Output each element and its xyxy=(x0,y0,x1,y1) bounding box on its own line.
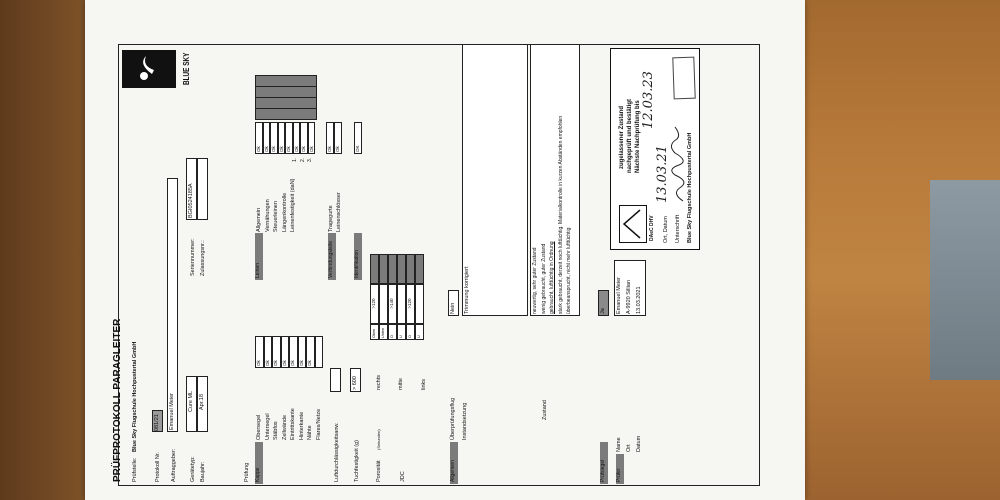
porositaet-jdc-cell xyxy=(379,254,388,284)
stamp-ort-datum: Ort, Datum xyxy=(663,216,669,243)
dhv-logo xyxy=(619,205,647,243)
zulassung-label: Zulassungsnr.: xyxy=(200,240,206,276)
leinen-status: Ok xyxy=(263,122,271,154)
verbindung-status-1: Ok xyxy=(326,122,334,154)
porositaet-jdc-cell xyxy=(415,254,424,284)
protokoll-label: Protokoll Nr. xyxy=(155,452,161,482)
geraetetyp-label: Gerätetyp: xyxy=(190,456,196,482)
leinen-status: Ok xyxy=(255,122,263,154)
porositaet-value: >120 xyxy=(406,284,415,324)
leinen-status: Ok xyxy=(285,122,293,154)
porositaet-jdc-cell xyxy=(388,254,397,284)
protocol-document xyxy=(110,30,765,490)
leinen-status: Ok xyxy=(308,122,316,154)
luft-label: Luftdurchlässigkeitsanw. xyxy=(334,422,340,482)
leinen-grid-column xyxy=(255,97,317,109)
zustand-option: wenig gebraucht, guter Zustand xyxy=(540,243,547,314)
porositaet-row-label: U xyxy=(397,324,406,340)
auftraggeber-label: Auftraggeber: xyxy=(171,448,177,482)
verbindung-item-1: Tragegurte xyxy=(328,205,334,232)
instandsetzung-value: Trimmung korrigiert xyxy=(464,266,470,314)
kappe-status: Ok xyxy=(298,336,307,368)
kappe-status: Ok xyxy=(289,336,298,368)
tuch-value: > 600 xyxy=(352,376,358,390)
kappe-status: Ok xyxy=(264,336,273,368)
leinen-status: Ok xyxy=(270,122,278,154)
position-rechts: rechts xyxy=(376,375,382,390)
zustand-option: stark gebraucht, derzeit noch lufttüchtig. Materialkontrolle in kurzen Abständen empfohlen xyxy=(557,115,564,314)
pruefer-name-label: Name xyxy=(616,437,622,452)
cloth xyxy=(930,180,1000,380)
kappe-item: Eintrittskante xyxy=(290,408,296,440)
kappe-item: Hinterkante xyxy=(298,411,305,440)
stamp-unterschrift: Unterschrift xyxy=(675,214,681,243)
kappe-header: Kappe xyxy=(255,442,263,484)
auftraggeber-value: Emanuel Meier xyxy=(169,393,175,430)
position-links: links xyxy=(421,378,427,390)
kappe-item: Untersegel xyxy=(264,413,271,440)
porositaet-unit: (Sekunden) xyxy=(376,429,381,450)
pruefer-ort-label: Ort xyxy=(626,444,632,452)
stamp-firm: Blue Sky Flugschule Hochpustertal GmbH xyxy=(687,132,693,243)
leinen-item: Vernähungen xyxy=(264,199,271,232)
leinen-number: 2. xyxy=(299,157,306,162)
geraetetyp-value: Cure ML xyxy=(188,390,194,412)
kappe-item: Obersegel xyxy=(256,414,262,440)
porositaet-row-label: Unten xyxy=(379,324,388,340)
porositaet-value: >120 xyxy=(370,284,379,324)
pruefstelle-value: Blue Sky Flugschule Hochpustertal GmbH xyxy=(132,341,138,452)
leinen-status: Ok xyxy=(278,122,286,154)
zustand-option: überbeansprucht, nicht mehr lufttüchtig xyxy=(566,227,572,314)
stamp-dhv: DAeC DHV xyxy=(649,215,655,241)
stamp-line2: nachgeprüft und bestätigt xyxy=(627,99,633,173)
porositaet-jdc-cell xyxy=(397,254,406,284)
kappe-item: Nähte xyxy=(307,425,313,440)
ueberpruefungsflug-value: Nein xyxy=(450,302,456,314)
allgemein-header: Allgemein xyxy=(450,442,458,484)
kappe-item: Stäbfos xyxy=(273,421,279,440)
stamp-next-date: 12.03.23 xyxy=(641,71,656,129)
pruefer-header: Prüfer xyxy=(616,454,624,484)
company-stamp xyxy=(672,57,695,100)
porositaet-row-label: U xyxy=(415,324,424,340)
position-mitte: mitte xyxy=(398,378,404,390)
zustand-option: neuwertig, sehr guter Zustand xyxy=(532,247,538,314)
stamp-line1: zugelassener Zustand xyxy=(619,105,625,169)
leinen-grid-column xyxy=(255,108,317,120)
porositaet-row-label: O xyxy=(406,324,415,340)
ueberpruefungsflug-label: Überprüfungsflug xyxy=(450,397,456,440)
porositaet-value xyxy=(397,284,406,324)
pruefung-label: Prüfung xyxy=(244,462,250,482)
verbindung-item-2: Leinenschlösser xyxy=(336,192,342,232)
serien-value: BGI0524185A xyxy=(188,183,194,218)
leinen-grid-column xyxy=(255,86,317,98)
kappe-status: Ok xyxy=(272,336,281,368)
kappe-status xyxy=(315,336,324,368)
protokoll-value: 081/21 xyxy=(154,414,160,431)
leinen-item: Längenkontrolle xyxy=(281,192,288,232)
stamp-handwritten-date: 13.03.21 xyxy=(655,145,670,203)
porositaet-label: Porosität xyxy=(376,460,382,482)
zustand-label: Zustand xyxy=(542,400,548,420)
pruefstelle-label: Prüfstelle: xyxy=(132,457,138,482)
pruefer-name-value: Emanuel Meier xyxy=(616,277,622,314)
pruefer-datum-value: 13.03.2021 xyxy=(636,286,642,314)
porositaet-row-label: O xyxy=(388,324,397,340)
porositaet-row-label: Oben xyxy=(370,324,379,340)
porositaet-value xyxy=(415,284,424,324)
kappe-status: Ok xyxy=(255,336,264,368)
tuch-label: Tuchfestigkeit (g) xyxy=(354,440,360,482)
kappe-status: Ok xyxy=(306,336,315,368)
brand-name: BLUE SKY xyxy=(182,52,191,85)
leinen-item: Allgemein xyxy=(256,207,262,232)
verbindung-header: Verbindungsteile xyxy=(328,233,336,280)
kappe-item: Flares/Netze xyxy=(315,408,322,440)
pruefer-datum-label: Datum xyxy=(636,435,642,452)
porositaet-value: >140 xyxy=(388,284,397,324)
leinen-status: Ok xyxy=(300,122,308,154)
document-title: PRÜFPROTOKOLL PARAGLEITER xyxy=(112,318,123,482)
kappe-status: Ok xyxy=(281,336,290,368)
jdc-label: JDC xyxy=(400,471,406,482)
zustand-option: gebraucht, lufttüchtig in Ordnung xyxy=(549,241,555,314)
identifikation-status: OK xyxy=(354,122,362,154)
leinen-item: Steuerleinen xyxy=(273,201,279,232)
leinen-number: 1. xyxy=(292,157,298,162)
pruefer-ort-value: A-9920 Sillian xyxy=(626,280,632,314)
pruefsiegel-header: Prüfsiegel xyxy=(600,442,608,484)
verbindung-status-2: Ok xyxy=(334,122,342,154)
instandsetzung-label: Instandsetzung xyxy=(462,402,468,440)
serien-label: Seriennummer: xyxy=(190,238,196,276)
leinen-grid-column xyxy=(255,75,317,87)
approval-stamp xyxy=(610,48,700,250)
kappe-item: Zellwände xyxy=(281,414,288,440)
stamp-line3: Nächste Nachprüfung bis xyxy=(635,100,641,173)
leinen-item: Leinenfestigkeit (daN) xyxy=(290,178,296,232)
leinen-header: Leinen xyxy=(255,233,263,280)
pruefsiegel-value: Ja xyxy=(600,308,606,314)
porositaet-jdc-cell xyxy=(370,254,379,284)
porositaet-value xyxy=(379,284,388,324)
porositaet-jdc-cell xyxy=(406,254,415,284)
logo-mark xyxy=(122,50,176,88)
identifikation-header: Identifikation xyxy=(354,233,362,280)
baujahr-value: Apr.18 xyxy=(199,394,205,410)
baujahr-label: Baujahr: xyxy=(200,461,206,482)
leinen-number: 3. xyxy=(307,157,313,162)
leinen-status: Ok xyxy=(293,122,301,154)
